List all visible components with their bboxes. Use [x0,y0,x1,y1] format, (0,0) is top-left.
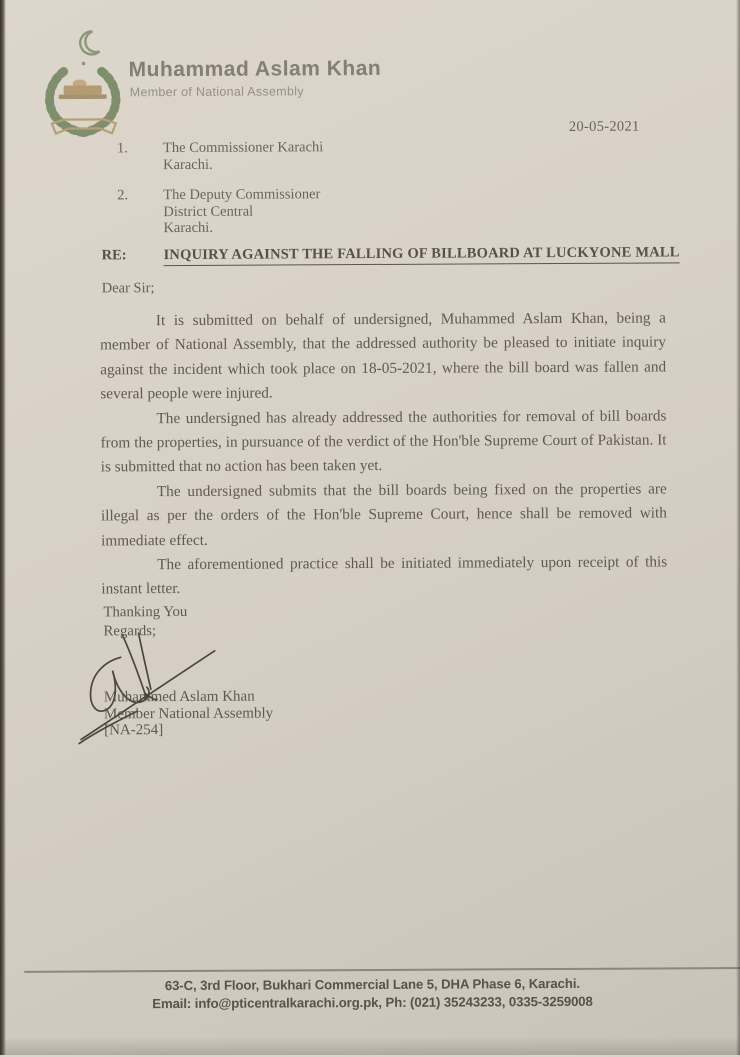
addressee-line: District Central [163,203,254,220]
letterhead-name: Muhammad Aslam Khan [128,56,382,82]
body-paragraph-2: The undersigned has already addressed the authorities for removal of bill boards from the properties, in pursuance of the verdict of the Hon'ble Supreme Court of Pakistan. It is submitted that no action has been taken yet. [100,407,667,476]
photo-edge-right [736,0,740,1055]
addressee-number: 2. [117,187,129,204]
photo-edge-left [0,0,6,1055]
addressee-number: 1. [116,140,128,157]
addressee-line: Karachi. [163,156,213,173]
signatory-constituency: [NA-254] [104,722,164,739]
body-paragraph-1: It is submitted on behalf of undersigned, Muhammed Aslam Khan, being a member of National Assembly, that the addressed authority be pleased to initiate inquiry against the incident which took place on 18-05-2021, where the bill board was fallen and several people were injured. [99,309,667,403]
national-assembly-emblem-icon [37,27,130,137]
salutation: Dear Sir; [101,280,155,297]
letter-date: 20-05-2021 [568,118,640,135]
handwritten-signature-icon [77,627,238,748]
addressee-lines [163,186,320,236]
addressee-lines [163,139,323,173]
subject-line [102,244,680,266]
addressee-list [117,139,324,251]
footer-block [2,974,740,1014]
signatory-name: Muhammed Aslam Khan [103,688,255,706]
footer-address: 63-C, 3rd Floor, Bukhari Commercial Lane 5, DHA Phase 6, Karachi. [164,975,581,994]
body-paragraph-3: The undersigned submits that the bill boards being fixed on the properties are illegal as per the orders of the Hon'ble Supreme Court, hence shall be removed with immediate effect. [100,480,667,550]
letter-body [100,306,668,602]
addressee-2 [117,186,324,237]
photo-edge-bottom [0,1037,740,1055]
letterhead-title: Member of National Assembly [129,84,304,100]
signatory-title: Member National Assembly [103,705,274,722]
footer-contact: Email: info@pticentralkarachi.org.pk, Ph: (021) 35243233, 0335-3259008 [152,993,593,1012]
subject-label: RE: [101,247,127,264]
addressee-line: The Commissioner Karachi [162,139,324,157]
closing-regards: Regards; [103,622,157,639]
closing-thanks: Thanking You [103,603,188,621]
body-paragraph-4: The aforementioned practice shall be initiated immediately upon receipt of this instant letter. [101,553,668,598]
addressee-line: The Deputy Commissioner [163,186,321,204]
footer-rule [24,967,740,973]
addressee-1 [117,139,323,173]
addressee-line: Karachi. [163,219,213,237]
subject-text: INQUIRY AGAINST THE FALLING OF BILLBOARD AT LUCKYONE MALL [164,244,680,266]
